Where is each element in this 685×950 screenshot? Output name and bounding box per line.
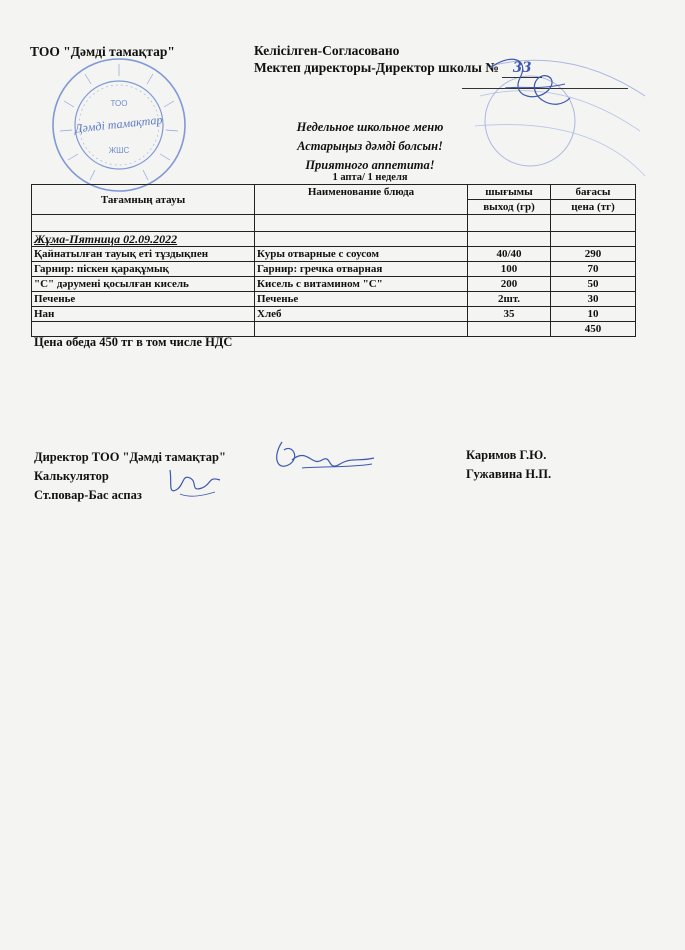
dish-name-kz: Нан xyxy=(32,307,255,322)
lunch-price-note: Цена обеда 450 тг в том числе НДС xyxy=(34,335,233,349)
accountant-name: Гужавина Н.П. xyxy=(466,467,552,481)
dish-name-kz: Қайнатылған тауық еті тұздықпен xyxy=(32,247,255,262)
dish-name-ru: Кисель с витамином "С" xyxy=(255,277,468,292)
organization-name: ТОО "Дәмді тамақтар" xyxy=(30,44,175,59)
menu-title: Недельное школьное меню xyxy=(296,120,444,134)
table-header-row xyxy=(32,185,636,200)
dish-price: 70 xyxy=(551,262,636,277)
dish-price: 30 xyxy=(551,292,636,307)
chef-title: Ст.повар-Бас аспаз xyxy=(34,488,142,502)
header-price-kz: бағасы xyxy=(551,185,636,200)
day-row xyxy=(32,232,636,247)
dish-price: 50 xyxy=(551,277,636,292)
director-name: Каримов Г.Ю. xyxy=(466,448,547,462)
accountant-title: Калькулятор xyxy=(34,469,109,483)
director-school-label: Мектеп директоры-Директор школы № xyxy=(254,60,499,75)
menu-greeting-kz: Астарыңыз дәмді болсын! xyxy=(297,139,443,153)
day-label: Жұма-Пятница 02.09.2022 xyxy=(32,232,255,247)
table-row xyxy=(32,292,636,307)
dish-price: 290 xyxy=(551,247,636,262)
signatories-right xyxy=(466,446,551,484)
table-row xyxy=(32,247,636,262)
dish-name-kz: "С" дәрумені қосылған кисель xyxy=(32,277,255,292)
header-yield-kz: шығымы xyxy=(468,185,551,200)
dish-name-ru: Печенье xyxy=(255,292,468,307)
accountant-signature xyxy=(160,462,230,502)
director-signature xyxy=(262,432,382,482)
dish-name-ru: Куры отварные с соусом xyxy=(255,247,468,262)
school-number: 33 xyxy=(502,60,542,78)
dish-price: 10 xyxy=(551,307,636,322)
header-price-ru: цена (тг) xyxy=(551,200,636,215)
dish-yield: 35 xyxy=(468,307,551,322)
stamp-top-text: ТОО xyxy=(110,99,128,108)
menu-greeting-ru: Приятного аппетита! xyxy=(305,158,435,172)
dish-yield: 40/40 xyxy=(468,247,551,262)
table-row xyxy=(32,215,636,232)
header-name-ru: Наименование блюда xyxy=(255,185,468,215)
director-title: Директор ТОО "Дәмді тамақтар" xyxy=(34,450,226,464)
stamp-name-text: Дәмді тамақтар xyxy=(74,112,164,136)
dish-yield: 200 xyxy=(468,277,551,292)
table-row xyxy=(32,307,636,322)
dish-yield: 100 xyxy=(468,262,551,277)
dish-name-ru: Гарнир: гречка отварная xyxy=(255,262,468,277)
menu-title-block xyxy=(280,118,460,175)
dish-name-ru: Хлеб xyxy=(255,307,468,322)
company-stamp xyxy=(50,56,188,194)
dish-name-kz: Гарнир: піскен қарақұмық xyxy=(32,262,255,277)
dish-yield: 2шт. xyxy=(468,292,551,307)
stamp-bottom-text: ЖШС xyxy=(108,146,130,155)
header-name-kz: Тағамның атауы xyxy=(32,185,255,215)
dish-name-kz: Печенье xyxy=(32,292,255,307)
menu-table xyxy=(31,184,636,337)
week-label: 1 апта/ 1 неделя xyxy=(332,172,408,183)
table-row xyxy=(32,277,636,292)
school-director-signature xyxy=(480,48,580,118)
header-yield-ru: выход (гр) xyxy=(468,200,551,215)
approval-title: Келісілген-Согласовано xyxy=(254,43,400,58)
table-row xyxy=(32,262,636,277)
total-price: 450 xyxy=(551,322,636,337)
